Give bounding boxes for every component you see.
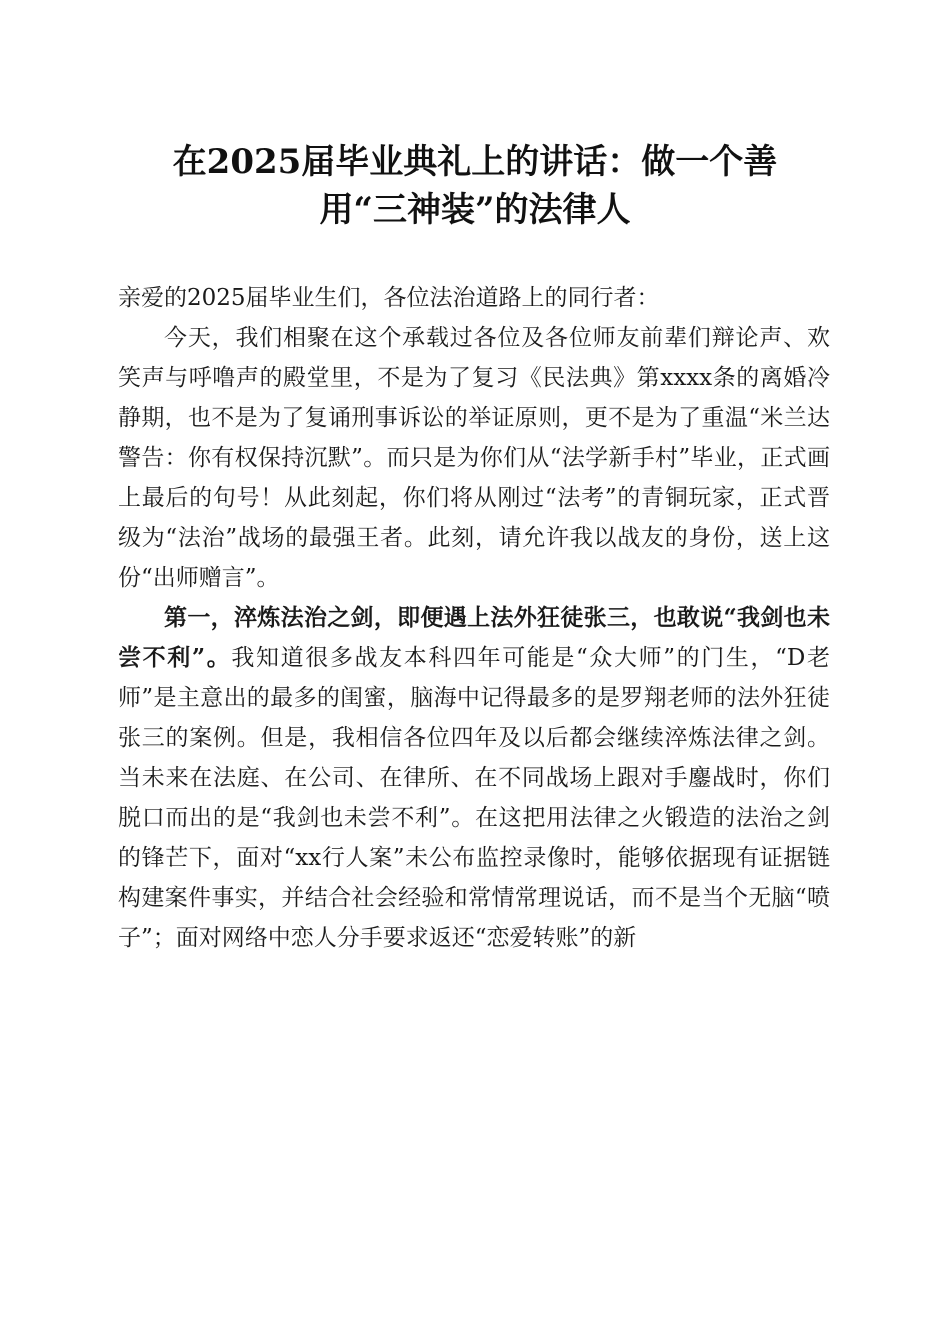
- paragraph-2-lead: 第一，淬炼法治之剑，即便遇上法外狂徒张三，也敢说“我剑也未尝不利”。: [118, 604, 830, 671]
- paragraph-2-body: 我知道很多战友本科四年可能是“众大师”的门生，“D老师”是主意出的最多的闺蜜，脑海中记得最多的是罗翔老师的法外狂徒张三的案例。但是，我相信各位四年及以后都会继续淬炼法律之剑。当未来在法庭、在公司、在律所、在不同战场上跟对手鏖战时，你们脱口而出的是“我剑也未尝不利”。在这把用法律之火锻造的法治之剑的锋芒下，面对“xx行人案”未公布监控录像时，能够依据现有证据链构建案件事实，并结合社会经验和常情常理说话，而不是当个无脑“喷子”；面对网络中恋人分手要求返还“恋爱转账”的新: [118, 645, 830, 951]
- salutation: 亲爱的2025届毕业生们，各位法治道路上的同行者：: [118, 285, 660, 311]
- document-title: [150, 138, 800, 234]
- title-line-2: 用“三神装”的法律人: [319, 190, 631, 230]
- paragraph-1: 今天，我们相聚在这个承载过各位及各位师友前辈们辩论声、欢笑声与呼噜声的殿堂里，不是为了复习《民法典》第xxxx条的离婚冷静期，也不是为了复诵刑事诉讼的举证原则，更不是为了重温“米兰达警告：你有权保持沉默”。而只是为你们从“法学新手村”毕业，正式画上最后的句号！从此刻起，你们将从刚过“法考”的青铜玩家，正式晋级为“法治”战场的最强王者。此刻，请允许我以战友的身份，送上这份“出师赠言”。: [118, 325, 830, 591]
- title-line-1: 在2025届毕业典礼上的讲话：做一个善: [172, 142, 778, 182]
- paragraph-2: [118, 598, 830, 958]
- document-body: [118, 278, 830, 958]
